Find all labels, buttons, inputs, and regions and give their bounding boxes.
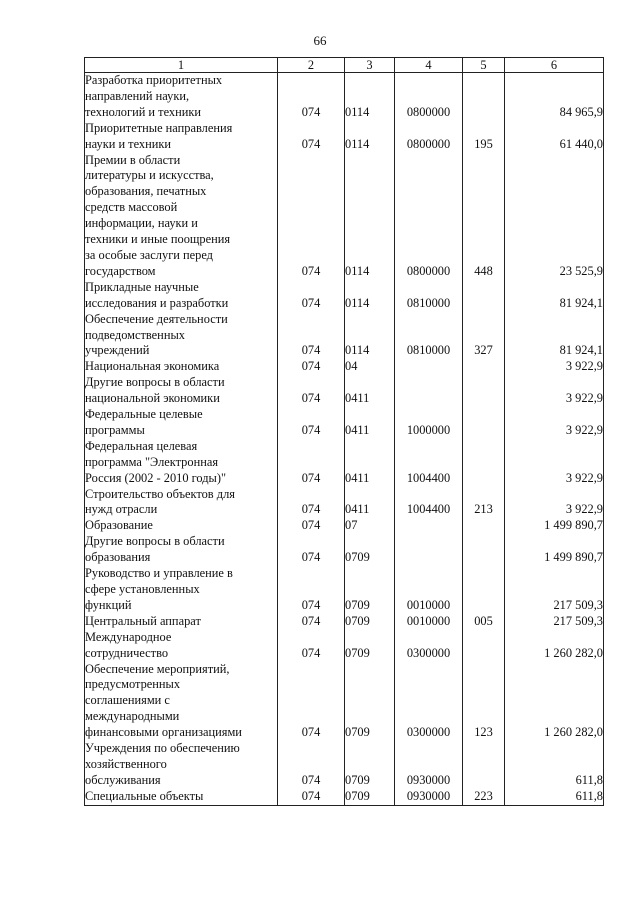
amount-cell: 1 499 890,7	[505, 534, 604, 566]
table-row	[85, 789, 604, 805]
target-article-cell: 0010000	[395, 614, 463, 630]
ministry-code-cell: 074	[278, 534, 345, 566]
expense-type-cell	[463, 534, 505, 566]
ministry-code-cell: 074	[278, 153, 345, 280]
section-code-cell: 0709	[345, 566, 395, 614]
row-name-cell: Федеральные целевые программы	[85, 407, 278, 439]
row-name-cell: Другие вопросы в области образования	[85, 534, 278, 566]
expense-type-cell	[463, 407, 505, 439]
budget-table	[84, 57, 604, 806]
section-code-cell: 07	[345, 518, 395, 534]
row-name-cell: Специальные объекты	[85, 789, 278, 805]
ministry-code-cell: 074	[278, 439, 345, 487]
table-row	[85, 566, 604, 614]
ministry-code-cell: 074	[278, 789, 345, 805]
ministry-code-cell: 074	[278, 741, 345, 789]
amount-cell: 3 922,9	[505, 487, 604, 519]
ministry-code-cell: 074	[278, 407, 345, 439]
row-name-cell: Разработка приоритетных направлений науки, технологий и техники	[85, 73, 278, 121]
expense-type-cell	[463, 566, 505, 614]
target-article-cell: 0810000	[395, 312, 463, 360]
header-cell-3: 3	[345, 58, 395, 73]
ministry-code-cell: 074	[278, 375, 345, 407]
ministry-code-cell: 074	[278, 630, 345, 662]
table-row	[85, 375, 604, 407]
expense-type-cell	[463, 359, 505, 375]
expense-type-cell	[463, 280, 505, 312]
row-name-cell: Федеральная целевая программа "Электронная Россия (2002 - 2010 годы)"	[85, 439, 278, 487]
section-code-cell: 0411	[345, 375, 395, 407]
section-code-cell: 0411	[345, 439, 395, 487]
table-row	[85, 312, 604, 360]
expense-type-cell: 195	[463, 121, 505, 153]
amount-cell: 1 499 890,7	[505, 518, 604, 534]
table-row	[85, 121, 604, 153]
amount-cell: 3 922,9	[505, 407, 604, 439]
ministry-code-cell: 074	[278, 121, 345, 153]
expense-type-cell: 005	[463, 614, 505, 630]
table-row	[85, 153, 604, 280]
ministry-code-cell: 074	[278, 614, 345, 630]
amount-cell: 1 260 282,0	[505, 630, 604, 662]
ministry-code-cell: 074	[278, 662, 345, 742]
row-name-cell: Премии в области литературы и искусства, образования, печатных средств массовой информации, науки и техники и иные поощрения за особые заслуги перед государством	[85, 153, 278, 280]
expense-type-cell: 123	[463, 662, 505, 742]
row-name-cell: Руководство и управление в сфере установленных функций	[85, 566, 278, 614]
expense-type-cell: 223	[463, 789, 505, 805]
target-article-cell: 1000000	[395, 407, 463, 439]
header-cell-2: 2	[278, 58, 345, 73]
section-code-cell: 0114	[345, 73, 395, 121]
amount-cell: 1 260 282,0	[505, 662, 604, 742]
section-code-cell: 0114	[345, 280, 395, 312]
table-row	[85, 280, 604, 312]
target-article-cell	[395, 375, 463, 407]
ministry-code-cell: 074	[278, 566, 345, 614]
amount-cell: 217 509,3	[505, 566, 604, 614]
target-article-cell: 0010000	[395, 566, 463, 614]
table-row	[85, 741, 604, 789]
amount-cell: 23 525,9	[505, 153, 604, 280]
amount-cell: 3 922,9	[505, 359, 604, 375]
table-row	[85, 359, 604, 375]
section-code-cell: 0114	[345, 312, 395, 360]
header-cell-4: 4	[395, 58, 463, 73]
section-code-cell: 0411	[345, 407, 395, 439]
target-article-cell: 0810000	[395, 280, 463, 312]
expense-type-cell: 327	[463, 312, 505, 360]
header-cell-1: 1	[85, 58, 278, 73]
row-name-cell: Другие вопросы в области национальной экономики	[85, 375, 278, 407]
target-article-cell: 0300000	[395, 630, 463, 662]
target-article-cell: 0800000	[395, 153, 463, 280]
header-cell-6: 6	[505, 58, 604, 73]
header-row	[85, 58, 604, 73]
amount-cell: 3 922,9	[505, 375, 604, 407]
row-name-cell: Обеспечение деятельности подведомственных учреждений	[85, 312, 278, 360]
ministry-code-cell: 074	[278, 280, 345, 312]
section-code-cell: 0709	[345, 534, 395, 566]
section-code-cell: 0411	[345, 487, 395, 519]
section-code-cell: 0709	[345, 630, 395, 662]
section-code-cell: 04	[345, 359, 395, 375]
ministry-code-cell: 074	[278, 518, 345, 534]
expense-type-cell	[463, 73, 505, 121]
amount-cell: 217 509,3	[505, 614, 604, 630]
section-code-cell: 0709	[345, 662, 395, 742]
amount-cell: 81 924,1	[505, 312, 604, 360]
header-cell-5: 5	[463, 58, 505, 73]
expense-type-cell: 448	[463, 153, 505, 280]
ministry-code-cell: 074	[278, 487, 345, 519]
section-code-cell: 0114	[345, 121, 395, 153]
row-name-cell: Национальная экономика	[85, 359, 278, 375]
expense-type-cell	[463, 741, 505, 789]
section-code-cell: 0709	[345, 741, 395, 789]
expense-type-cell: 213	[463, 487, 505, 519]
section-code-cell: 0709	[345, 614, 395, 630]
table-row	[85, 662, 604, 742]
target-article-cell: 1004400	[395, 439, 463, 487]
expense-type-cell	[463, 375, 505, 407]
row-name-cell: Международное сотрудничество	[85, 630, 278, 662]
table-row	[85, 73, 604, 121]
row-name-cell: Центральный аппарат	[85, 614, 278, 630]
row-name-cell: Приоритетные направления науки и техники	[85, 121, 278, 153]
target-article-cell	[395, 359, 463, 375]
table-row	[85, 407, 604, 439]
expense-type-cell	[463, 630, 505, 662]
table-row	[85, 630, 604, 662]
amount-cell: 3 922,9	[505, 439, 604, 487]
amount-cell: 611,8	[505, 741, 604, 789]
ministry-code-cell: 074	[278, 312, 345, 360]
table-row	[85, 439, 604, 487]
amount-cell: 61 440,0	[505, 121, 604, 153]
row-name-cell: Образование	[85, 518, 278, 534]
target-article-cell	[395, 518, 463, 534]
section-code-cell: 0114	[345, 153, 395, 280]
target-article-cell: 0800000	[395, 121, 463, 153]
table-row	[85, 614, 604, 630]
target-article-cell	[395, 534, 463, 566]
ministry-code-cell: 074	[278, 359, 345, 375]
amount-cell: 84 965,9	[505, 73, 604, 121]
target-article-cell: 0300000	[395, 662, 463, 742]
table-row	[85, 534, 604, 566]
expense-type-cell	[463, 518, 505, 534]
target-article-cell: 0930000	[395, 789, 463, 805]
row-name-cell: Обеспечение мероприятий, предусмотренных соглашениями с международными финансовыми организациями	[85, 662, 278, 742]
table-row	[85, 487, 604, 519]
amount-cell: 611,8	[505, 789, 604, 805]
expense-type-cell	[463, 439, 505, 487]
row-name-cell: Прикладные научные исследования и разработки	[85, 280, 278, 312]
ministry-code-cell: 074	[278, 73, 345, 121]
page-number: 66	[313, 33, 327, 48]
target-article-cell: 0800000	[395, 73, 463, 121]
row-name-cell: Учреждения по обеспечению хозяйственного обслуживания	[85, 741, 278, 789]
target-article-cell: 0930000	[395, 741, 463, 789]
target-article-cell: 1004400	[395, 487, 463, 519]
row-name-cell: Строительство объектов для нужд отрасли	[85, 487, 278, 519]
amount-cell: 81 924,1	[505, 280, 604, 312]
section-code-cell: 0709	[345, 789, 395, 805]
table-row	[85, 518, 604, 534]
